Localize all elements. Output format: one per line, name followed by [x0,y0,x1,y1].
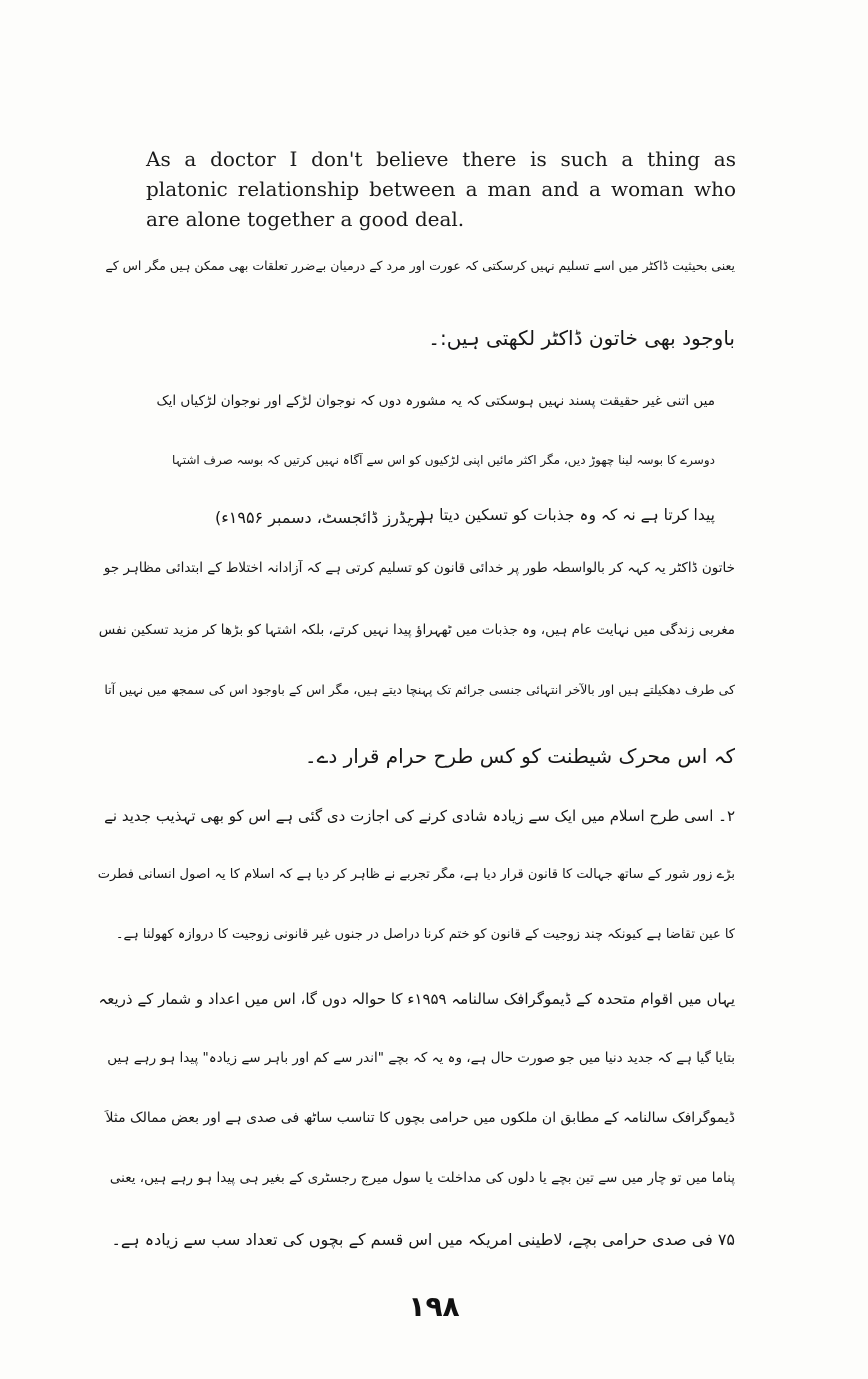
para4-line-3: ڈیموگرافک سالنامہ کے مطابق ان ملکوں میں حرامی بچوں کا تناسب ساٹھ فی صدی ہے اور بعض ممالک مثلاً [105,1110,735,1126]
para3-line-1: ۲۔ اسی طرح اسلام میں ایک سے زیادہ شادی کرنے کی اجازت دی گئی ہے اس کو بھی تہذیب جدید نے [104,807,735,825]
quote-reference: (ریڈرز ڈائجسٹ، دسمبر ۱۹۵۶ء) [215,508,426,527]
quote-urdu-line-3: پیدا کرتا ہے نہ کہ وہ جذبات کو تسکین دیتا ہے۔ [406,506,715,524]
para2-line-3: کی طرف دھکیلتے ہیں اور بالآخر انتہائی جنسی جرائم تک پہنچا دیتے ہیں، مگر اس کے باوجود اس کی سمجھ میں نہیں آتا [104,682,735,697]
english-quote: As a doctor I don't believe there is such a thing as platonic relationship between a man and a woman who are alone together a good deal. [146,147,736,231]
para2-line-4: کہ اس محرک شیطنت کو کس طرح حرام قرار دے۔ [304,744,735,768]
para4-line-5: ۷۵ فی صدی حرامی بچے، لاطینی امریکہ میں اس قسم کے بچوں کی تعداد سب سے زیادہ ہے۔ [111,1230,735,1249]
quote-urdu-line-1: میں اتنی غیر حقیقت پسند نہیں ہوسکتی کہ یہ مشورہ دوں کہ نوجوان لڑکے اور نوجوان لڑکیاں ایک [156,393,715,409]
page-number: ۱۹۸ [408,1290,460,1323]
para4-line-4: پناما میں تو چار میں سے تین بچے یا دلوں کی مداخلت یا سول میرج رجسٹری کے بغیر ہی پیدا ہو رہے ہیں، یعنی [109,1170,735,1186]
para1-line-1: یعنی بحیثیت ڈاکٹر میں اسے تسلیم نہیں کرسکتی کہ عورت اور مرد کے درمیان بےضرر تعلقات بھی ممکن ہیں مگر اس کے [105,258,735,273]
para3-line-3: کا عین تقاضا ہے کیونکہ چند زوجیت کے قانون کو ختم کرنا دراصل در جنوں غیر قانونی زوجیت کا دروازہ کھولنا ہے۔ [115,927,735,942]
para4-line-2: بتایا گیا ہے کہ جدید دنیا میں جو صورت حال ہے، وہ یہ کہ بچے "اندر سے کم اور باہر سے زیادہ" پیدا ہو رہے ہیں [107,1050,735,1066]
para2-line-1: خاتون ڈاکٹر یہ کہہ کر بالواسطہ طور پر خدائی قانون کو تسلیم کرتی ہے کہ آزادانہ اختلاط کے ابتدائی مظاہر جو [103,560,735,576]
para1-line-2: باوجود بھی خاتون ڈاکٹر لکھتی ہیں:۔ [428,326,735,350]
para3-line-2: بڑے زور شور کے ساتھ جہالت کا قانون قرار دیا ہے، مگر تجربے نے ظاہر کر دیا ہے کہ اسلام کا یہ اصول انسانی فطرت [97,867,735,882]
para2-line-2: مغربی زندگی میں نہایت عام ہیں، وہ جذبات میں ٹھہراؤ پیدا نہیں کرتے، بلکہ اشتہا کو بڑھا کر مزید تسکین نفس [98,622,735,638]
quote-urdu-line-2: دوسرے کا بوسہ لینا چھوڑ دیں، مگر اکثر مائیں اپنی لڑکیوں کو اس سے آگاہ نہیں کرتیں کہ بوسہ صرف اشتہا [172,453,715,467]
para4-line-1: یہاں میں اقوام متحدہ کے ڈیموگرافک سالنامہ ۱۹۵۹ء کا حوالہ دوں گا، اس میں اعداد و شمار کے ذریعہ [98,990,735,1008]
